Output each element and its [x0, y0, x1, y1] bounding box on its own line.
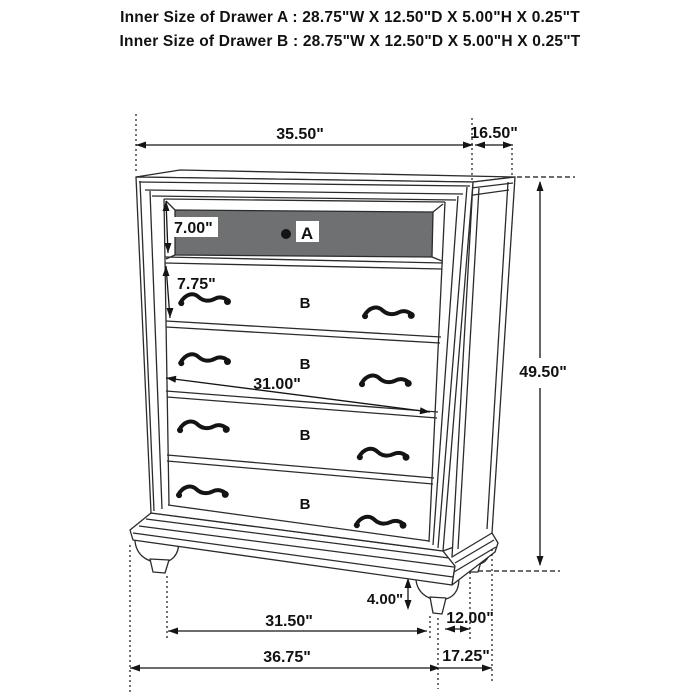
dim-overall-height-label: 49.50" [519, 364, 567, 381]
dim-foot-height [367, 578, 412, 610]
dim-foot-height-label: 4.00" [366, 591, 404, 608]
dim-overall-depth-label: 17.25" [442, 648, 490, 665]
dim-overall-height [519, 181, 567, 566]
drawer-a-inner-size-text: Inner Size of Drawer A : 28.75"W X 12.50"D X 5.00"H X 0.25"T [120, 9, 580, 26]
dim-drawer-b-height-label: 7.75" [177, 276, 216, 293]
dim-top-depth-label: 16.50" [470, 125, 518, 142]
drawer-a-knob [281, 229, 291, 239]
drawer-4-label: B [299, 496, 311, 513]
dim-overall-width [130, 649, 440, 672]
drawer-1-label: B [299, 295, 311, 312]
drawer-3-label: B [299, 427, 311, 444]
dim-drawer-a-height-label: 7.00" [174, 220, 213, 237]
dim-base-inner-width [168, 613, 427, 635]
dim-base-inner-depth [445, 610, 494, 633]
dim-overall-width-label: 36.75" [263, 649, 311, 666]
drawer-a-label: A [300, 224, 314, 243]
dim-base-inner-depth-label: 12.00" [446, 610, 494, 627]
dim-base-inner-width-label: 31.50" [265, 613, 313, 630]
drawer-b-inner-size-text: Inner Size of Drawer B : 28.75"W X 12.50"D X 5.00"H X 0.25"T [119, 33, 581, 50]
dim-overall-depth [440, 648, 492, 672]
dim-drawer-width-label: 31.00" [253, 376, 301, 393]
drawer-2-label: B [299, 356, 311, 373]
dim-top-depth [470, 125, 518, 149]
dim-top-width [136, 126, 473, 149]
dim-top-width-label: 35.50" [276, 126, 324, 143]
